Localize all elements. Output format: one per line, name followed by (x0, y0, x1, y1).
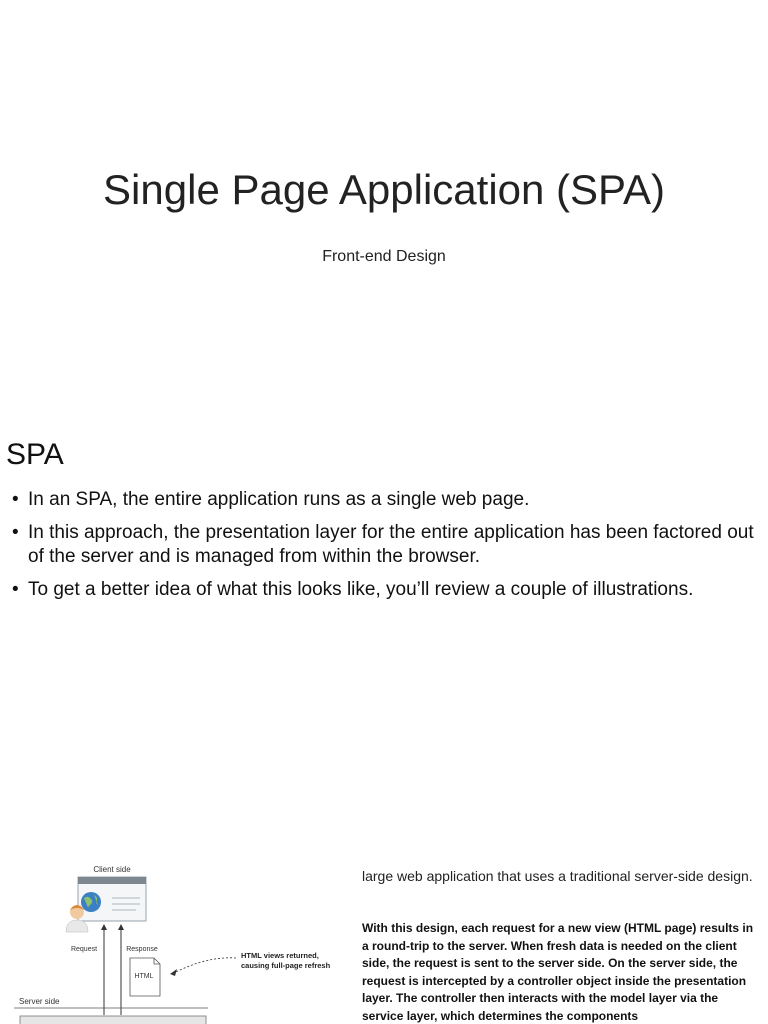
bullet-list (0, 488, 768, 611)
callout-line-1: HTML views returned, (241, 951, 319, 960)
title-slide (0, 0, 768, 300)
slide-title: Single Page Application (SPA) (103, 166, 665, 213)
request-label: Request (70, 946, 98, 953)
slide-subtitle: Front-end Design (322, 248, 446, 265)
bullet-text: In this approach, the presentation layer for the entire application has been factored out of the server and is managed from within the browser. (28, 522, 754, 567)
bullet-item (0, 488, 768, 512)
bullet-text: To get a better idea of what this looks like, you’ll review a couple of illustrations. (28, 579, 694, 600)
client-side-label: Client side (93, 865, 131, 874)
spa-heading: SPA (6, 438, 64, 471)
callout-line-2: causing full-page refresh (241, 961, 331, 970)
bullet-marker: • (12, 579, 19, 600)
diagram-description: With this design, each request for a new view (HTML page) results in a round-trip to the server. When fresh data is needed on the client side, the request is sent to the server side. On the server side, the request is intercepted by a controller object inside the presentation layer. The controller then interacts with the model layer via the service layer, which determines the components (362, 921, 754, 1023)
html-label: HTML (134, 973, 154, 980)
server-layer-box (20, 1016, 206, 1024)
bullet-marker: • (12, 489, 19, 510)
browser-titlebar (78, 877, 146, 884)
spa-slide (0, 400, 768, 630)
server-side-diagram (0, 850, 345, 1024)
server-side-label: Server side (19, 997, 60, 1006)
bullet-item (0, 521, 768, 569)
diagram-caption: large web application that uses a traditional server-side design. (362, 868, 753, 884)
response-label: Response (126, 946, 158, 953)
bullet-item (0, 578, 768, 602)
diagram-slide (0, 850, 768, 1024)
bullet-marker: • (12, 522, 19, 543)
globe-icon (81, 892, 101, 912)
callout-arrow (172, 958, 236, 974)
bullet-text: In an SPA, the entire application runs as a single web page. (28, 489, 530, 510)
